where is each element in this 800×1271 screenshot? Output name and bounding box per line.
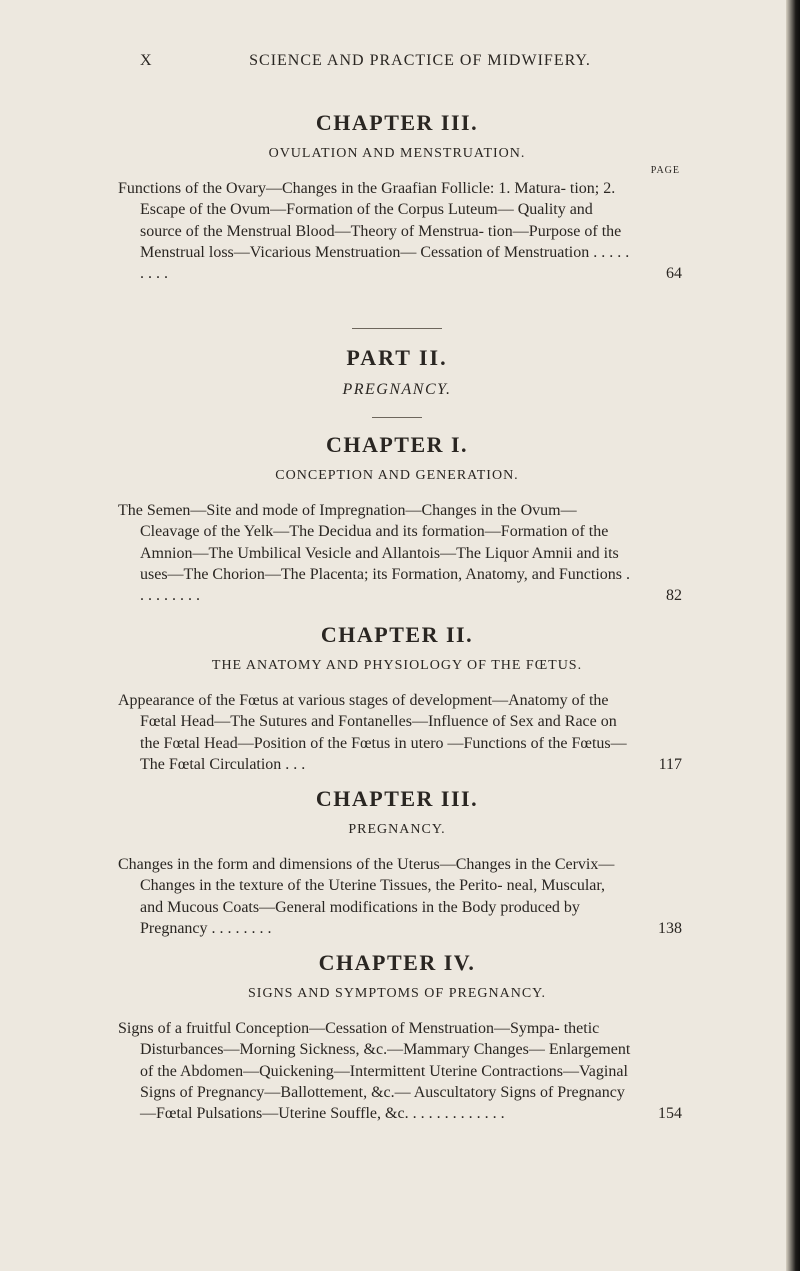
- toc-page-number: 64: [666, 265, 682, 283]
- toc-entry: [118, 1018, 682, 1124]
- divider: [372, 417, 422, 418]
- part-title: PART II.: [346, 345, 448, 370]
- page-edge-shadow: [786, 0, 800, 1271]
- chapter-subtitle: OVULATION AND MENSTRUATION.: [268, 146, 526, 161]
- chapter-heading: CHAPTER IV.: [318, 950, 476, 975]
- toc-section-conception: [118, 430, 682, 606]
- running-head: [140, 52, 660, 70]
- toc-section-foetus: [118, 620, 682, 775]
- toc-section-signs: [118, 948, 682, 1124]
- chapter-heading: CHAPTER III.: [315, 786, 479, 811]
- chapter-subtitle: PREGNANCY.: [348, 822, 446, 837]
- toc-entry-text: Functions of the Ovary—Changes in the Graafian Follicle: 1. Matura- tion; 2. Escape of the Ovum—Formation of the Corpus Luteum— Quality and source of the Menstrual Blood—Theory of Menstrua- tion—Purpose of the Menstrual loss—Vicarious Menstruation— Cessation of Menstruation . . . . . . . . .: [118, 180, 630, 283]
- toc-entry-text: Appearance of the Fœtus at various stages of development—Anatomy of the Fœtal Head—The Sutures and Fontanelles—Influence of Sex and Race on the Fœtal Head—Position of the Fœtus in utero —Functions of the Fœtus—The Fœtal Circulation . . .: [118, 692, 627, 773]
- toc-page-number: 138: [658, 919, 682, 937]
- toc-entry: [118, 178, 682, 284]
- chapter-heading: CHAPTER II.: [320, 622, 474, 647]
- part-heading-block: [118, 328, 676, 418]
- folio: X: [140, 52, 153, 69]
- toc-section-pregnancy: [118, 784, 682, 939]
- toc-entry-text: Changes in the form and dimensions of the Uterus—Changes in the Cervix—Changes in the texture of the Uterine Tissues, the Perito- neal, Muscular, and Mucous Coats—General modifications in the Body produced by Pregnancy . . . . . . . .: [118, 856, 615, 937]
- toc-page-number: 82: [666, 587, 682, 605]
- page-column-label: PAGE: [650, 165, 680, 176]
- toc-entry: [118, 854, 682, 939]
- toc-page-number: 117: [658, 755, 682, 773]
- chapter-heading: CHAPTER III.: [315, 110, 479, 135]
- toc-section-ovulation: [118, 108, 682, 284]
- chapter-heading: CHAPTER I.: [325, 432, 469, 457]
- chapter-subtitle: THE ANATOMY AND PHYSIOLOGY OF THE FŒTUS.: [211, 658, 583, 673]
- divider: [352, 328, 442, 329]
- part-subtitle: PREGNANCY.: [342, 381, 452, 398]
- toc-entry: [118, 690, 682, 775]
- toc-entry-text: Signs of a fruitful Conception—Cessation of Menstruation—Sympa- thetic Disturbances—Morning Sickness, &c.—Mammary Changes— Enlargement of the Abdomen—Quickening—Intermittent Uterine Contractions—Vaginal Signs of Pregnancy—Ballottement, &c.— Auscultatory Signs of Pregnancy—Fœtal Pulsations—Uterine Souffle, &c. . . . . . . . . . . . .: [118, 1020, 631, 1123]
- toc-page-number: 154: [658, 1105, 682, 1123]
- toc-entry-text: The Semen—Site and mode of Impregnation—Changes in the Ovum— Cleavage of the Yelk—The Decidua and its formation—Formation of the Amnion—The Umbilical Vesicle and Allantois—The Liquor Amnii and its uses—The Chorion—The Placenta; its Formation, Anatomy, and Functions . . . . . . . . .: [118, 502, 631, 605]
- running-head-title: SCIENCE AND PRACTICE OF MIDWIFERY.: [249, 52, 591, 69]
- chapter-subtitle: CONCEPTION AND GENERATION.: [275, 468, 519, 483]
- chapter-subtitle: SIGNS AND SYMPTOMS OF PREGNANCY.: [248, 986, 546, 1001]
- toc-entry: [118, 500, 682, 606]
